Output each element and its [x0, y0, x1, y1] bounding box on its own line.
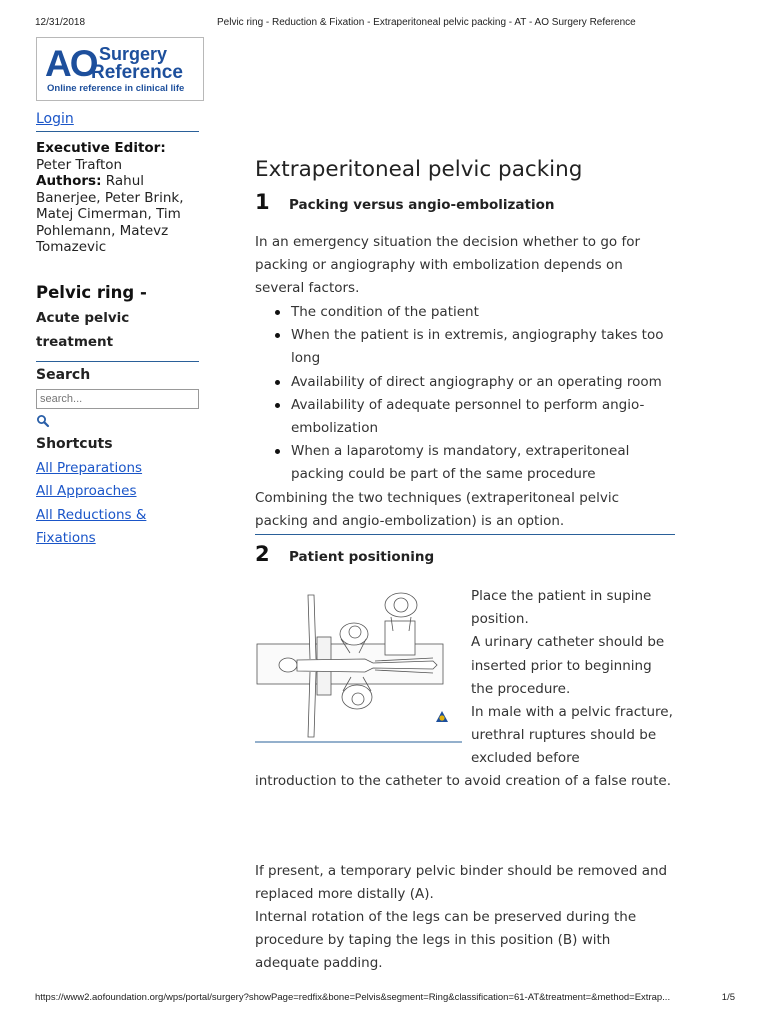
- executive-editor-label: Executive Editor:: [36, 140, 166, 156]
- print-footer: [35, 992, 735, 1008]
- list-item: Availability of adequate personnel to perform angio-embolization: [255, 394, 675, 440]
- factors-list: [255, 301, 675, 487]
- shortcut-all-preparations[interactable]: All Preparations: [36, 460, 143, 476]
- positioning-line-2: A urinary catheter should be inserted prior to beginning the procedure.: [471, 634, 665, 697]
- list-item: When the patient is in extremis, angiography takes too long: [255, 324, 675, 370]
- shortcut-all-reductions-fixations[interactable]: All Reductions & Fixations: [36, 507, 147, 546]
- positioning-continued: introduction to the catheter to avoid creation of a false route.: [255, 773, 672, 789]
- list-item: Availability of direct angiography or an operating room: [255, 371, 675, 394]
- positioning-line-1: Place the patient in supine position.: [471, 588, 652, 628]
- login-link[interactable]: Login: [36, 111, 74, 127]
- positioning-text: [471, 585, 676, 771]
- binder-paragraph: If present, a temporary pelvic binder should be removed and replaced more distally (A).: [255, 863, 668, 903]
- authors-names: Rahul Banerjee, Peter Brink, Matej Cimerman, Tim Pohlemann, Matevz Tomazevic: [36, 173, 184, 255]
- search-icon[interactable]: [36, 414, 50, 428]
- step-title: Patient positioning: [289, 549, 435, 565]
- editors-block: [36, 140, 199, 256]
- print-page-number: 1/5: [721, 992, 735, 1003]
- sidebar: [36, 37, 199, 546]
- sidebar-divider: [36, 131, 199, 132]
- print-title: Pelvic ring - Reduction & Fixation - Extraperitoneal pelvic packing - AT - AO Surgery Reference: [217, 17, 636, 28]
- ao-surgery-reference-logo[interactable]: [36, 37, 204, 101]
- print-header: [35, 17, 735, 33]
- positioning-line-3: In male with a pelvic fracture, urethral ruptures should be excluded before: [471, 704, 673, 767]
- patient-positioning-illustration[interactable]: [255, 587, 462, 744]
- step-title: Packing versus angio-embolization: [289, 197, 555, 213]
- list-item: The condition of the patient: [255, 301, 675, 324]
- logo-tagline: Online reference in clinical life: [47, 83, 185, 94]
- shortcuts-label: Shortcuts: [36, 436, 113, 452]
- logo-ao-text: AO: [45, 43, 97, 84]
- print-url: https://www2.aofoundation.org/wps/portal/surgery?showPage=redfix&bone=Pelvis&segment=Ring&classification=61-AT&treatment=&method=Extrap...: [35, 992, 671, 1003]
- section-title: Pelvic ring -: [36, 283, 147, 302]
- step-number: 2: [255, 542, 270, 566]
- sidebar-divider: [36, 361, 199, 362]
- taping-paragraph: Internal rotation of the legs can be preserved during the procedure by taping the legs in this position (B) with adequate padding.: [255, 909, 637, 972]
- logo-reference-text: Reference: [91, 62, 183, 83]
- print-date: 12/31/2018: [35, 17, 86, 28]
- executive-editor-name: Peter Trafton: [36, 156, 123, 173]
- step-number: 1: [255, 190, 270, 214]
- list-item: When a laparotomy is mandatory, extraperitoneal packing could be part of the same procedure: [255, 440, 675, 486]
- step1-conclusion: Combining the two techniques (extraperitoneal pelvic packing and angio-embolization) is an option.: [255, 490, 619, 530]
- step1-intro: In an emergency situation the decision whether to go for packing or angiography with embolization depends on several factors.: [255, 234, 641, 297]
- authors-label: Authors:: [36, 173, 102, 189]
- logo-surgery-text: Surgery: [99, 44, 168, 64]
- shortcut-all-approaches[interactable]: All Approaches: [36, 483, 137, 499]
- search-input[interactable]: [36, 389, 199, 409]
- search-label: Search: [36, 367, 91, 383]
- step-divider: [255, 534, 675, 535]
- page-title: Extraperitoneal pelvic packing: [255, 157, 583, 182]
- section-subtitle: Acute pelvic treatment: [36, 310, 130, 350]
